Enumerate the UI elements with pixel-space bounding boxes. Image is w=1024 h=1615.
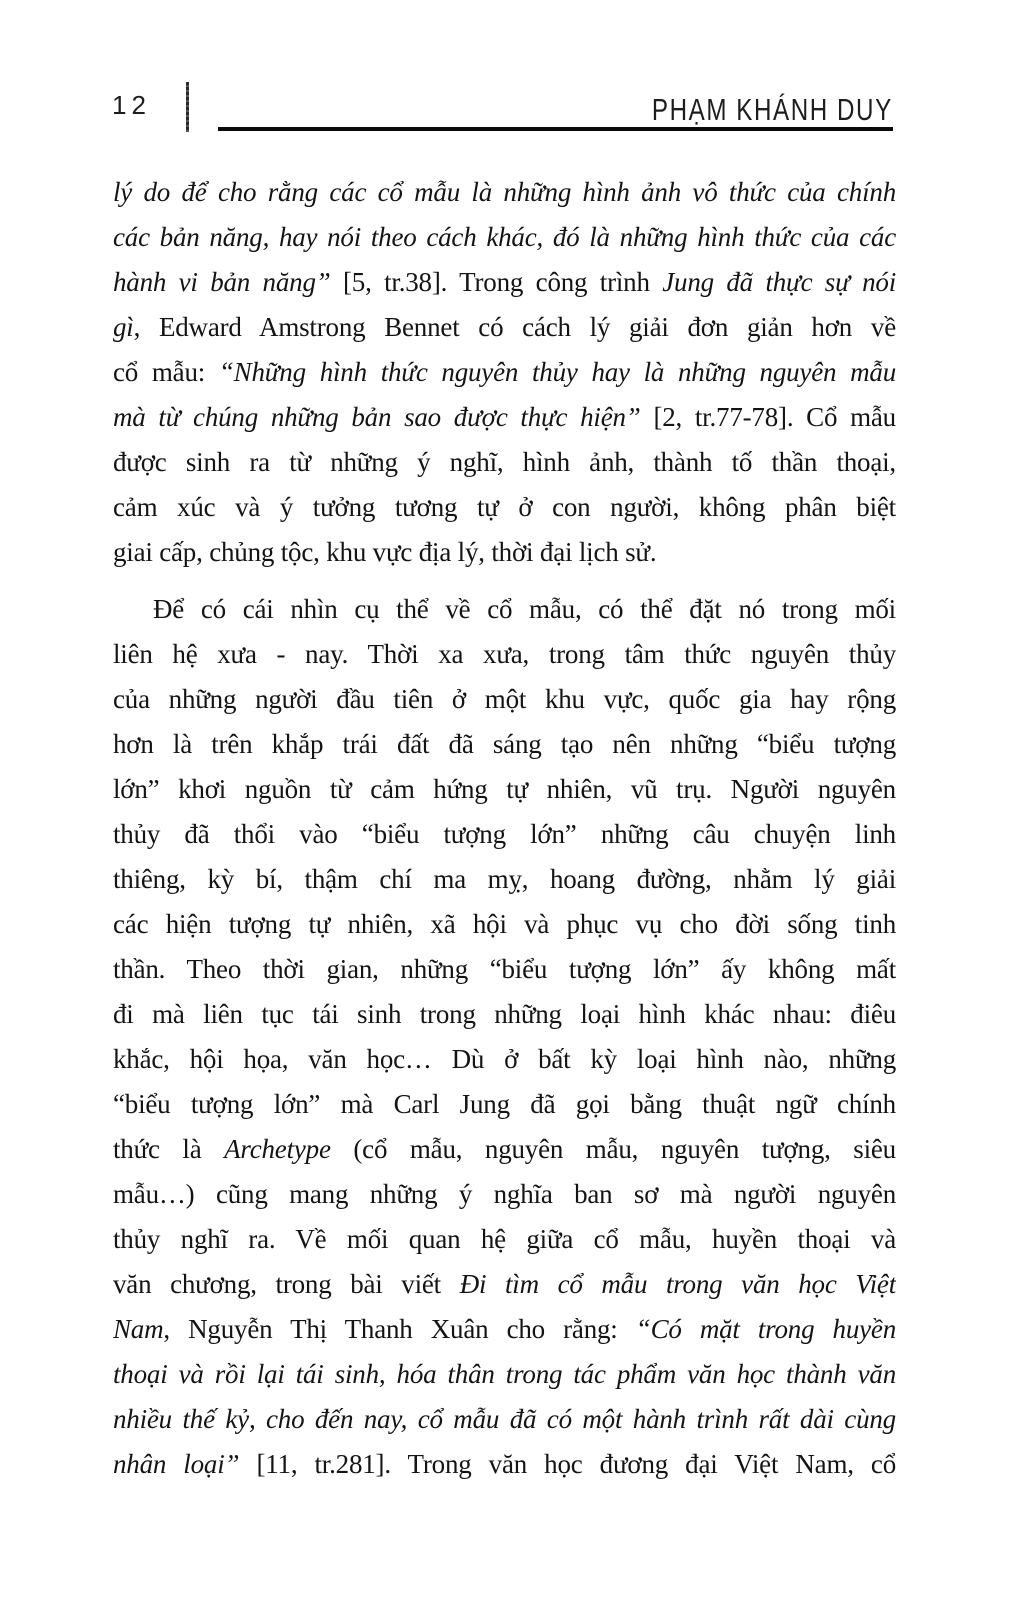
text-line bbox=[113, 1037, 896, 1082]
italic-text-run: thoại và rồi lại tái sinh, hóa thân trong tác phẩm văn học thành văn bbox=[113, 1359, 896, 1389]
text-line bbox=[113, 992, 896, 1037]
text-line bbox=[113, 1397, 896, 1442]
italic-text-run: lý do để cho rằng các cổ mẫu là những hình ảnh vô thức của chính bbox=[113, 177, 896, 207]
text-run: thiêng, kỳ bí, thậm chí ma mỵ, hoang đường, nhằm lý giải bbox=[113, 864, 896, 894]
text-line bbox=[113, 1352, 896, 1397]
text-run: [11, tr.281]. Trong văn học đương đại Việt Nam, cổ bbox=[256, 1449, 896, 1479]
text-run: mẫu…) cũng mang những ý nghĩa ban sơ mà người nguyên bbox=[113, 1179, 896, 1209]
text-run: thức là bbox=[113, 1134, 225, 1164]
text-run: , Nguyễn Thị Thanh Xuân cho rằng: bbox=[163, 1314, 636, 1344]
italic-text-run: Archetype bbox=[224, 1134, 331, 1164]
text-run: đi mà liên tục tái sinh trong những loại hình khác nhau: điêu bbox=[113, 999, 896, 1029]
text-run: Để có cái nhìn cụ thể về cổ mẫu, có thể đặt nó trong mối bbox=[153, 594, 896, 624]
text-run: [5, tr.38]. Trong công trình bbox=[343, 267, 663, 297]
text-run: hơn là trên khắp trái đất đã sáng tạo nên những “biểu tượng bbox=[113, 729, 896, 759]
text-run: liên hệ xưa - nay. Thời xa xưa, trong tâm thức nguyên thủy bbox=[113, 639, 896, 669]
text-line bbox=[113, 1172, 896, 1217]
running-header bbox=[584, 92, 893, 128]
text-line bbox=[113, 215, 896, 260]
text-line bbox=[113, 902, 896, 947]
text-run: “biểu tượng lớn” mà Carl Jung đã gọi bằng thuật ngữ chính bbox=[113, 1089, 896, 1119]
text-run: giai cấp, chủng tộc, khu vực địa lý, thời đại lịch sử. bbox=[113, 537, 657, 567]
text-line bbox=[113, 767, 896, 812]
text-run: được sinh ra từ những ý nghĩ, hình ảnh, thành tố thần thoại, bbox=[113, 447, 896, 477]
text-line bbox=[113, 260, 896, 305]
text-line bbox=[113, 1127, 896, 1172]
author-name: PHẠM KHÁNH DUY bbox=[652, 92, 893, 127]
text-line bbox=[113, 350, 896, 395]
text-line bbox=[113, 1262, 896, 1307]
text-run: thần. Theo thời gian, những “biểu tượng lớn” ấy không mất bbox=[113, 954, 896, 984]
text-line bbox=[113, 1442, 896, 1487]
italic-text-run: gì bbox=[113, 312, 134, 342]
text-line bbox=[113, 170, 896, 215]
italic-text-run: các bản năng, hay nói theo cách khác, đó là những hình thức của các bbox=[113, 222, 896, 252]
text-run: cổ mẫu: bbox=[113, 357, 219, 387]
text-run: các hiện tượng tự nhiên, xã hội và phục vụ cho đời sống tinh bbox=[113, 909, 896, 939]
text-line bbox=[113, 677, 896, 722]
italic-text-run: nhiều thế kỷ, cho đến nay, cổ mẫu đã có một hành trình rất dài cùng bbox=[113, 1404, 896, 1434]
italic-text-run: Đi tìm cổ mẫu trong văn học Việt bbox=[459, 1269, 896, 1299]
text-line bbox=[113, 440, 896, 485]
text-run: , Edward Amstrong Bennet có cách lý giải đơn giản hơn về bbox=[133, 312, 896, 342]
text-line bbox=[113, 395, 896, 440]
text-line bbox=[113, 632, 896, 677]
text-line bbox=[113, 1307, 896, 1352]
italic-text-run: “Những hình thức nguyên thủy hay là những nguyên mẫu bbox=[218, 357, 896, 387]
italic-text-run: hành vi bản năng” bbox=[113, 267, 344, 297]
text-line bbox=[113, 857, 896, 902]
text-run: thủy đã thổi vào “biểu tượng lớn” những câu chuyện linh bbox=[113, 819, 896, 849]
text-run: thủy nghĩ ra. Về mối quan hệ giữa cổ mẫu, huyền thoại và bbox=[113, 1224, 896, 1254]
text-line bbox=[113, 722, 896, 767]
text-line bbox=[113, 485, 896, 530]
text-line bbox=[113, 1217, 896, 1262]
text-line bbox=[113, 530, 896, 575]
italic-text-run: Nam bbox=[113, 1314, 164, 1344]
text-line bbox=[113, 947, 896, 992]
body-text bbox=[113, 170, 896, 1487]
text-line bbox=[113, 812, 896, 857]
text-run: [2, tr.77-78]. Cổ mẫu bbox=[653, 402, 896, 432]
italic-text-run: “Có mặt trong huyền bbox=[635, 1314, 896, 1344]
text-line bbox=[113, 587, 896, 632]
text-run: (cổ mẫu, nguyên mẫu, nguyên tượng, siêu bbox=[330, 1134, 896, 1164]
italic-text-run: Jung đã thực sự nói bbox=[662, 267, 896, 297]
italic-text-run: mà từ chúng những bản sao được thực hiện” bbox=[113, 402, 654, 432]
text-run: khắc, hội họa, văn học… Dù ở bất kỳ loại hình nào, những bbox=[113, 1044, 896, 1074]
italic-text-run: nhân loại” bbox=[113, 1449, 257, 1479]
header-rule bbox=[218, 127, 893, 131]
text-run: của những người đầu tiên ở một khu vực, quốc gia hay rộng bbox=[113, 684, 896, 714]
text-run: văn chương, trong bài viết bbox=[113, 1269, 460, 1299]
text-line bbox=[113, 305, 896, 350]
text-line bbox=[113, 1082, 896, 1127]
page-number: 12 bbox=[112, 90, 151, 120]
text-run: cảm xúc và ý tưởng tương tự ở con người, không phân biệt bbox=[113, 492, 896, 522]
header-vertical-divider bbox=[186, 82, 189, 132]
text-run: lớn” khơi nguồn từ cảm hứng tự nhiên, vũ trụ. Người nguyên bbox=[113, 774, 896, 804]
